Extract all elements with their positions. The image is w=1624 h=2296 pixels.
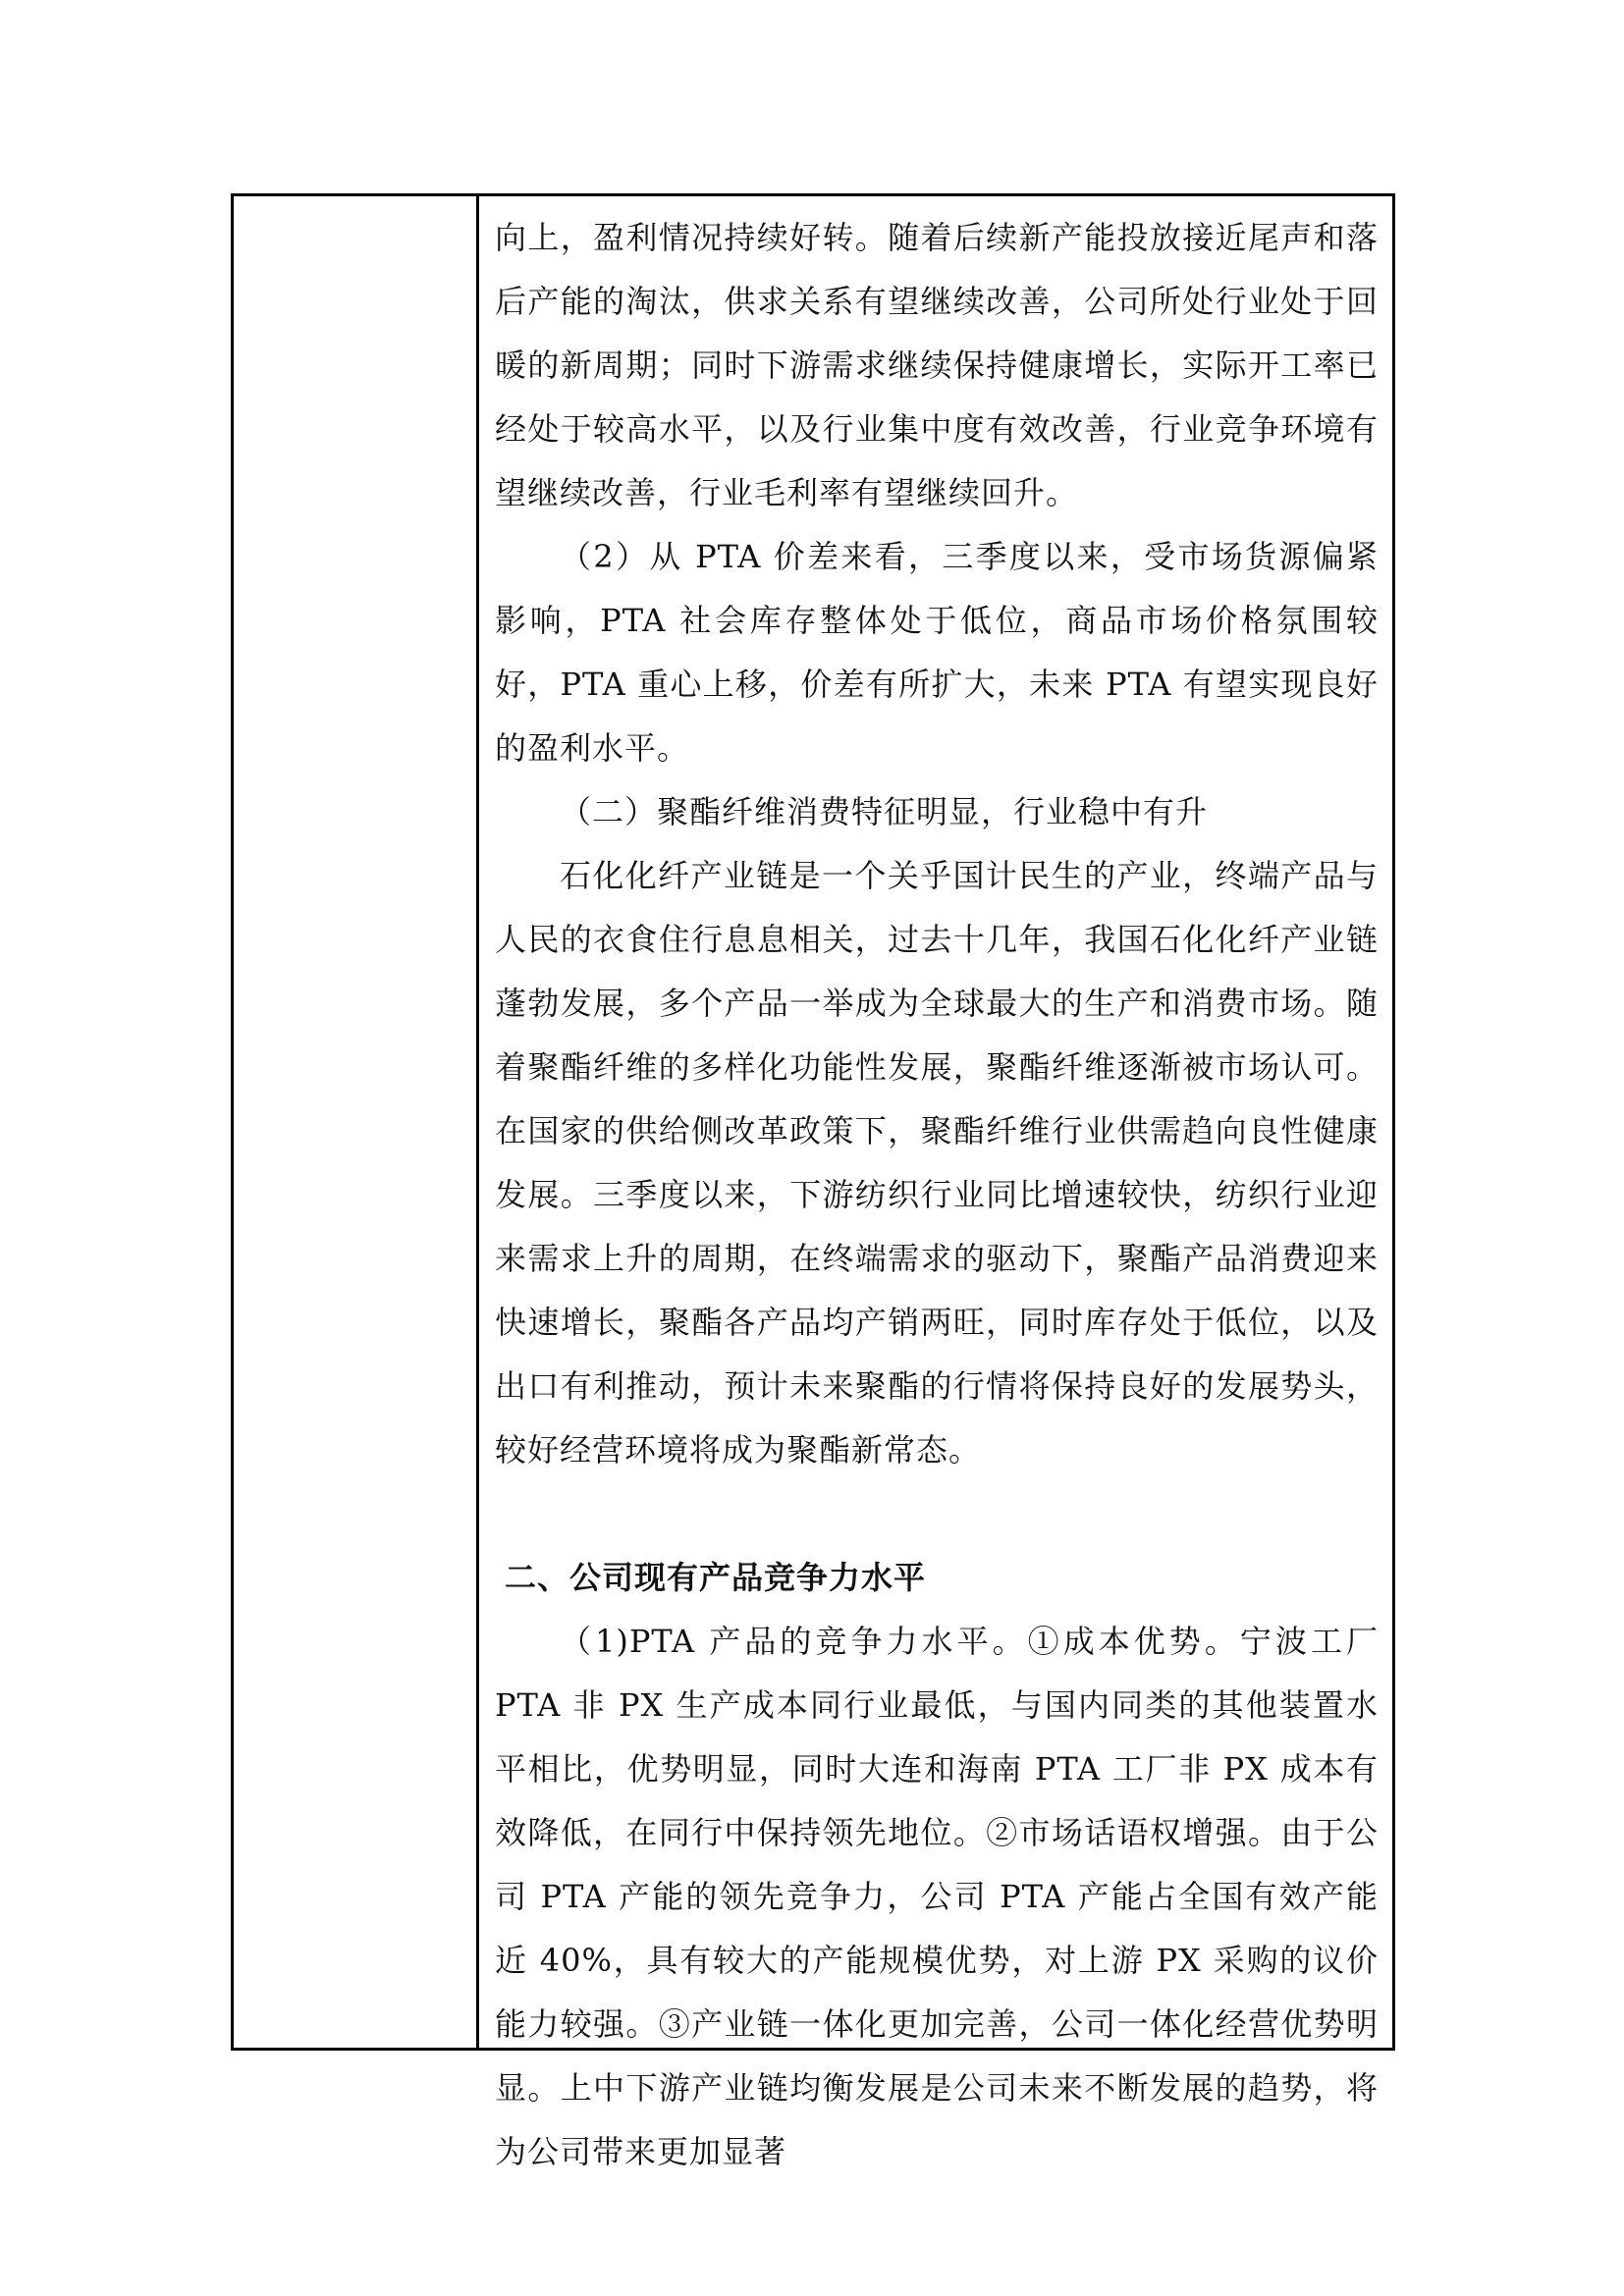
subheading-polyester-fiber: （二）聚酯纤维消费特征明显，行业稳中有升 xyxy=(560,793,1209,830)
table-content-cell xyxy=(479,196,1392,2170)
paragraph-pta-spread: （2）从 PTA 价差来看，三季度以来，受市场货源偏紧影响，PTA 社会库存整体处于低位，商品市场价格氛围较好，PTA 重心上移，价差有所扩大，未来 PTA 有望实现良好的盈利水平。 xyxy=(495,538,1379,767)
document-table xyxy=(231,193,1395,2170)
blank-line xyxy=(495,1482,1379,1546)
table-left-cell xyxy=(234,196,479,2048)
section-heading: 二、公司现有产品竞争力水平 xyxy=(505,1559,927,1596)
paragraph-industry-recovery: 向上，盈利情况持续好转。随着后续新产能投放接近尾声和落后产能的淘汰，供求关系有望继续改善，公司所处行业处于回暖的新周期；同时下游需求继续保持健康增长，实际开工率已经处于较高水平，以及行业集中度有效改善，行业竞争环境有望继续改善，行业毛利率有望继续回升。 xyxy=(495,219,1379,511)
paragraph-petrochemical-chain: 石化化纤产业链是一个关乎国计民生的产业，终端产品与人民的衣食住行息息相关，过去十几年，我国石化化纤产业链蓬勃发展，多个产品一举成为全球最大的生产和消费市场。随着聚酯纤维的多样化功能性发展，聚酯纤维逐渐被市场认可。在国家的供给侧改革政策下，聚酯纤维行业供需趋向良性健康发展。三季度以来，下游纺织行业同比增速较快，纺织行业迎来需求上升的周期，在终端需求的驱动下，聚酯产品消费迎来快速增长，聚酯各产品均产销两旺，同时库存处于低位，以及出口有利推动，预计未来聚酯的行情将保持良好的发展势头，较好经营环境将成为聚酯新常态。 xyxy=(495,857,1379,1468)
paragraph-pta-competitiveness: （1)PTA 产品的竞争力水平。①成本优势。宁波工厂 PTA 非 PX 生产成本同行业最低，与国内同类的其他装置水平相比，优势明显，同时大连和海南 PTA 工厂非 PX 成本有效降低，在同行中保持领先地位。②市场话语权增强。由于公司 PTA 产能的领先竞争力，公司 PTA 产能占全国有效产能近 40%，具有较大的产能规模优势，对上游 PX 采购的议价能力较强。③产业链一体化更加完善，公司一体化经营优势明显。上中下游产业链均衡发展是公司未来不断发展的趋势，将为公司带来更加显著 xyxy=(495,1623,1379,2170)
